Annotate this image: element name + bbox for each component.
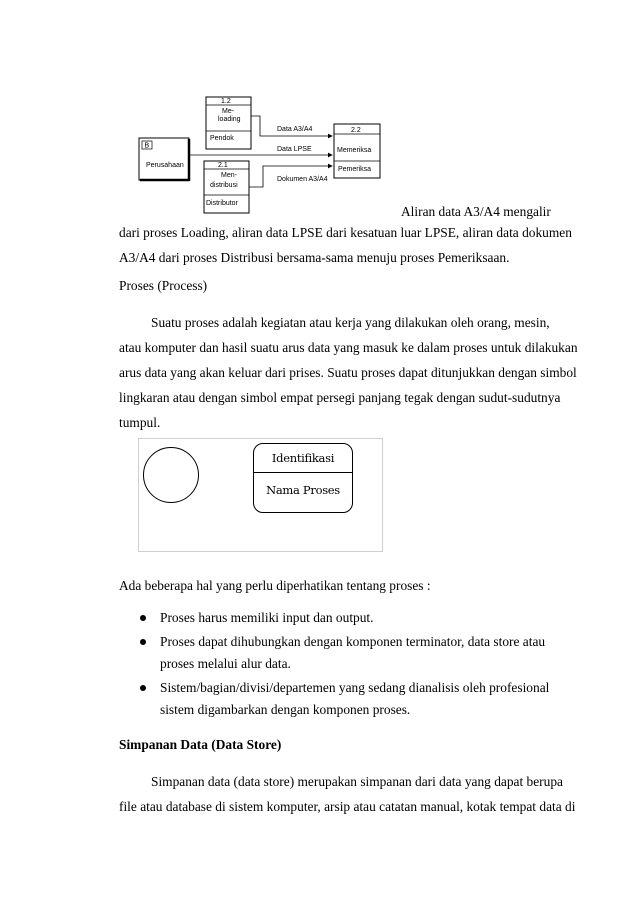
process-2-2-id: 2.2 <box>351 127 361 134</box>
process-symbols-figure <box>138 438 383 552</box>
svg-text:Dokumen A3/A4: Dokumen A3/A4 <box>277 176 328 183</box>
paragraph-store-line-1: Simpanan data (data store) merupakan simpanan dari data yang dapat berupa <box>151 774 563 789</box>
process-2-1-actor: Distributor <box>206 200 238 207</box>
process-2-1-name-2: distribusi <box>210 182 238 189</box>
figure-caption-right: Aliran data A3/A4 mengalir <box>401 204 551 219</box>
process-2-2-actor: Pemeriksa <box>338 166 372 173</box>
paragraph-aliran-line-2: A3/A4 dari proses Distribusi bersama-sama menuju proses Pemeriksaan. <box>119 250 510 265</box>
heading-proses: Proses (Process) <box>119 278 208 293</box>
entity-id: B <box>144 142 150 150</box>
svg-text:Data A3/A4: Data A3/A4 <box>277 126 313 133</box>
flow-data-a3a4 <box>251 116 332 136</box>
paragraph-proses-line-4: lingkaran atau dengan simbol empat persegi panjang tegak dengan sudut-sudutnya <box>119 390 561 405</box>
process-1-2-name-2: loading <box>218 116 241 123</box>
external-entity-perusahaan <box>139 138 189 181</box>
process-1-2-name-1: Me- <box>222 108 235 115</box>
paragraph-proses-line-1: Suatu proses adalah kegiatan atau kerja yang dilakukan oleh orang, mesin, <box>151 315 550 330</box>
rounded-process-symbol <box>253 443 353 513</box>
process-1-2-actor: Pendok <box>210 135 234 142</box>
svg-text:Data LPSE: Data LPSE <box>277 146 312 153</box>
paragraph-proses-line-5: tumpul. <box>119 415 161 430</box>
paragraph-aliran-line-1: dari proses Loading, aliran data LPSE dari kesatuan luar LPSE, aliran data dokumen <box>119 225 572 240</box>
process-2-1-name-1: Men- <box>221 172 237 179</box>
process-2-1 <box>204 161 249 213</box>
entity-name: Perusahaan <box>146 162 184 169</box>
flow-dokumen-a3a4 <box>249 166 332 187</box>
process-2-2-name: Memeriksa <box>337 147 372 154</box>
process-2-2 <box>334 124 380 178</box>
paragraph-proses-line-3: arus data yang akan keluar dari prises. Suatu proses dapat ditunjukkan dengan simbol <box>119 365 577 380</box>
process-2-1-id: 2.1 <box>218 162 228 169</box>
process-1-2 <box>206 97 251 149</box>
process-1-2-id: 1.2 <box>221 98 231 105</box>
paragraph-proses-line-2: atau komputer dan hasil suatu arus data yang masuk ke dalam proses untuk dilakukan <box>119 340 578 355</box>
process-symbol-name: Nama Proses <box>266 483 340 497</box>
heading-simpanan-data: Simpanan Data (Data Store) <box>119 737 282 752</box>
process-symbol-identifier: Identifikasi <box>271 451 335 465</box>
circle-process-symbol <box>143 447 199 503</box>
dfd-diagram <box>120 88 410 218</box>
list-item: Sistem/bagian/divisi/departemen yang sedang dianalisis oleh profesional sistem digambarkan dengan komponen proses. <box>119 677 549 721</box>
list-item: Proses harus memiliki input dan output. <box>119 607 549 629</box>
list-item: Proses dapat dihubungkan dengan komponen terminator, data store atau proses melalui alur data. <box>119 631 549 675</box>
process-notes-list <box>119 607 549 721</box>
paragraph-store-line-2: file atau database di sistem komputer, arsip atau catatan manual, kotak tempat data di <box>119 799 576 814</box>
bullets-intro: Ada beberapa hal yang perlu diperhatikan tentang proses : <box>119 578 431 593</box>
